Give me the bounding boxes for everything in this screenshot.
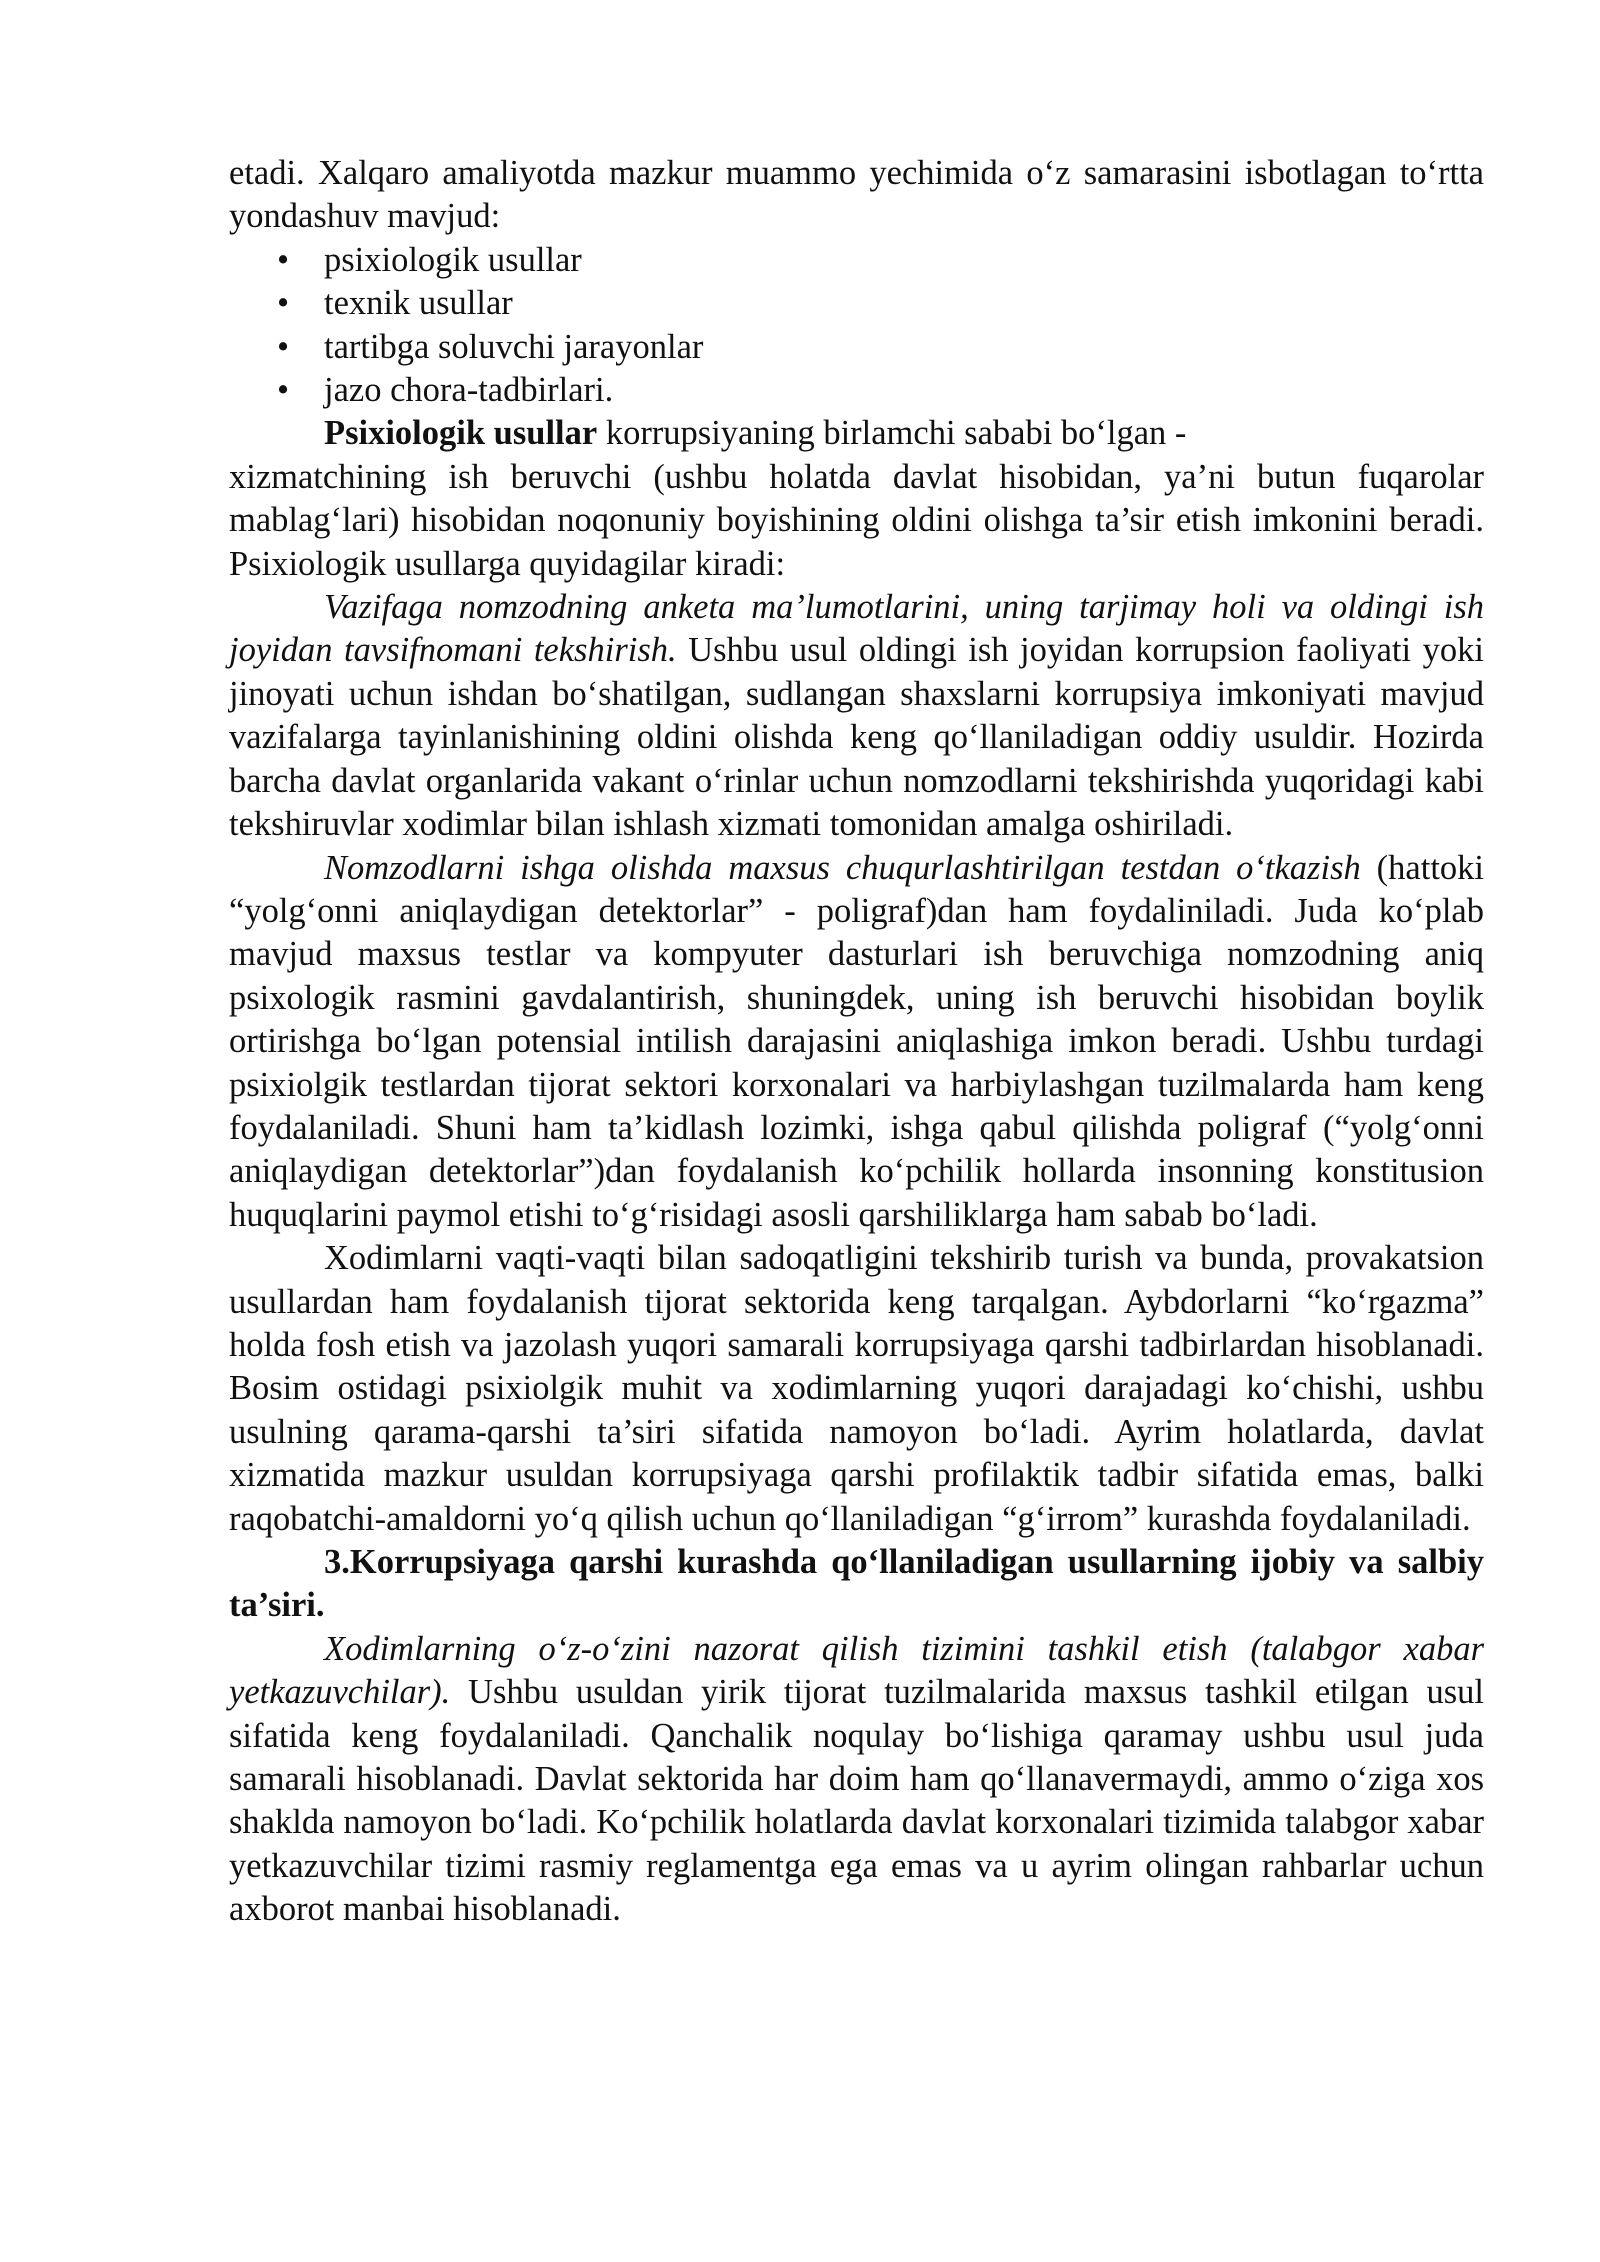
intro-text: etadi. Xalqaro amaliyotda mazkur muammo yechimida o‘z samarasini isbotlagan to‘rtta yondashuv mavjud: [229, 154, 1484, 236]
psych-methods-term: Psixiologik usullar [324, 414, 598, 453]
list-item-text: texnik usullar [324, 284, 513, 323]
document-page [229, 152, 1484, 1932]
testing-paragraph [229, 847, 1484, 1238]
section-heading-text: 3.Korrupsiyaga qarshi kurashda qo‘llaniladigan usullarning ijobiy va salbiy ta’siri. [229, 1543, 1484, 1625]
list-item-text: tartibga soluvchi jarayonlar [324, 327, 704, 366]
list-item [229, 369, 1484, 412]
testing-text: (hattoki “yolg‘onni aniqlaydigan detektorlar” - poligraf)dan ham foydaliniladi. Juda ko‘plab mavjud maxsus testlar va kompyuter dasturlari ish beruvchiga nomzodning aniq psixologik rasmini gavdalantirish, shuningdek, uning ish beruvchi hisobidan boylik ortirishga bo‘lgan potensial intilish darajasini aniqlashiga imkon beradi. Ushbu turdagi psixiolgik testlardan tijorat sektori korxonalari va harbiylashgan tuzilmalarda ham keng foydalaniladi. Shuni ham ta’kidlash lozimki, ishga qabul qilishda poligraf (“yolg‘onni aniqlaydigan detektorlar”)dan foydalanish ko‘pchilik hollarda insonning konstitusion huquqlarini paymol etishi to‘g‘risidagi asosli qarshiliklarga ham sabab bo‘ladi. [229, 848, 1484, 1234]
list-item [229, 282, 1484, 325]
psych-methods-paragraph [229, 456, 1484, 586]
bullet-icon: • [277, 371, 290, 410]
self-control-title: Xodimlarning o‘z-o‘zini nazorat qilish tizimini tashkil etish (talabgor xabar yetkazuvchilar). [229, 1629, 1484, 1712]
bullet-icon: • [277, 327, 290, 366]
psych-methods-text: xizmatchining ish beruvchi (ushbu holatda davlat hisobidan, ya’ni butun fuqarolar mablag‘lari) hisobidan noqonuniy boyishining oldini olishga ta’sir etish imkonini beradi. Psixiologik usullarga quyidagilar kiradi: [229, 457, 1484, 583]
bullet-icon: • [277, 284, 290, 323]
self-control-text: Ushbu usuldan yirik tijorat tuzilmalarida maxsus tashkil etilgan usul sifatida keng foydalaniladi. Qanchalik noqulay bo‘lishiga qaramay ushbu usul juda samarali hisoblanadi. Davlat sektorida har doim ham qo‘llanavermaydi, ammo o‘ziga xos shaklda namoyon bo‘ladi. Ko‘pchilik holatlarda davlat korxonalari tizimida talabgor xabar yetkazuvchilar tizimi rasmiy reglamentga ega emas va u ayrim olingan rahbarlar uchun axborot manbai hisoblanadi. [229, 1673, 1484, 1929]
intro-paragraph [229, 152, 1484, 239]
background-check-paragraph [229, 586, 1484, 846]
list-item-text: jazo chora-tadbirlari. [324, 371, 614, 410]
loyalty-text: Xodimlarni vaqti-vaqti bilan sadoqatligini tekshirib turish va bunda, provakatsion usullardan ham foydalanish tijorat sektorida keng tarqalgan. Aybdorlarni “ko‘rgazma” holda fosh etish va jazolash yuqori samarali korrupsiyaga qarshi tadbirlardan hisoblanadi. Bosim ostidagi psixiolgik muhit va xodimlarning yuqori darajadagi ko‘chishi, ushbu usulning qarama-qarshi ta’siri sifatida namoyon bo‘ladi. Ayrim holatlarda, davlat xizmatida mazkur usuldan korrupsiyaga qarshi profilaktik tadbir sifatida emas, balki raqobatchi-amaldorni yo‘q qilish uchun qo‘llaniladigan “g‘irrom” kurashda foydalaniladi. [229, 1239, 1484, 1538]
psych-methods-lead [229, 412, 1484, 455]
psych-methods-lead-text: korrupsiyaning birlamchi sababi bo‘lgan - [597, 414, 1187, 453]
section-heading [229, 1541, 1484, 1628]
testing-title: Nomzodlarni ishga olishda maxsus chuqurlashtirilgan testdan o‘tkazish [324, 848, 1361, 887]
self-control-paragraph [229, 1628, 1484, 1932]
background-check-text: Ushbu usul oldingi ish joyidan korrupsion faoliyati yoki jinoyati uchun ishdan bo‘shatilgan, sudlangan shaxslarni korrupsiya imkoniyati mavjud vazifalarga tayinlanishining oldini olishda keng qo‘llaniladigan oddiy usuldir. Hozirda barcha davlat organlarida vakant o‘rinlar uchun nomzodlarni tekshirishda yuqoridagi kabi tekshiruvlar xodimlar bilan ishlash xizmati tomonidan amalga oshiriladi. [229, 631, 1484, 844]
list-item [229, 239, 1484, 282]
approach-list [229, 239, 1484, 413]
bullet-icon: • [277, 240, 290, 279]
loyalty-paragraph [229, 1237, 1484, 1541]
background-check-title: Vazifaga nomzodning anketa ma’lumotlarini, uning tarjimay holi va oldingi ish joyidan tavsifnomani tekshirish. [229, 588, 1484, 670]
list-item-text: psixiologik usullar [324, 240, 582, 279]
list-item [229, 326, 1484, 369]
